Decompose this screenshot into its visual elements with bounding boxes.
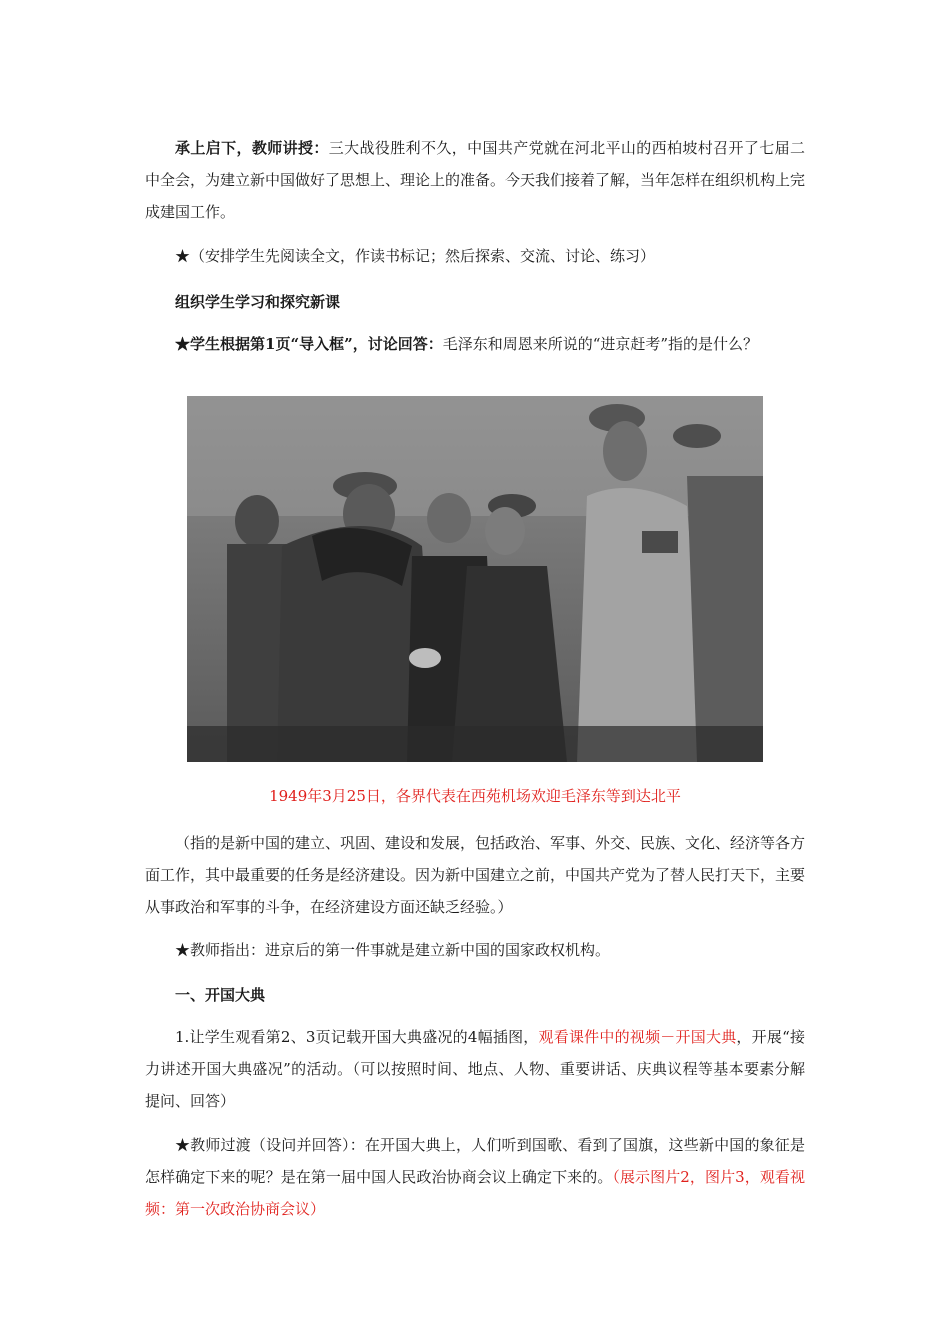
discussion-lead: ★学生根据第1页“导入框”，讨论回答： (175, 335, 443, 353)
intro-text: 三大战役胜利不久，中国共产党就在河北平山的西柏坡村召开了七届二中全会，为建立新中国做好了思想上、理论上的准备。今天我们接着了解，当年怎样在组织机构上完成建国工作。 (145, 139, 806, 221)
paragraph-instruction: ★（安排学生先阅读全文，作读书标记；然后探索、交流、讨论、练习） (175, 247, 656, 265)
paragraph-activity (145, 1021, 805, 1117)
paragraph-discussion (145, 328, 805, 360)
transition-media-note: （展示图片2，图片3，观看视频：第一次政治协商会议） (145, 1168, 805, 1218)
paragraph-teacher-point: ★教师指出：进京后的第一件事就是建立新中国的国家政权机构。 (175, 941, 611, 959)
activity-text-2: ，开展“接力讲述开国大典盛况”的活动。（可以按照时间、地点、人物、重要讲话、庆典议程等基本要素分解提问、回答） (145, 1028, 805, 1110)
discussion-text: 毛泽东和周恩来所说的“进京赶考”指的是什么？ (442, 335, 759, 353)
intro-lead: 承上启下，教师讲授： (175, 139, 329, 157)
activity-video-note: 观看课件中的视频－开国大典 (538, 1028, 737, 1046)
transition-text: ★教师过渡（设问并回答）：在开国大典上，人们听到国歌、看到了国旗，这些新中国的象征是怎样确定下来的呢？是在第一届中国人民政治协商会议上确定下来的。 (145, 1136, 805, 1186)
historical-photo (187, 396, 763, 762)
paragraph-intro (145, 132, 805, 228)
paragraph-answer: （指的是新中国的建立、巩固、建设和发展，包括政治、军事、外交、民族、文化、经济等各方面工作，其中最重要的任务是经济建设。因为新中国建立之前，中国共产党为了替人民打天下，主要从事政治和军事的斗争，在经济建设方面还缺乏经验。） (145, 834, 806, 916)
paragraph-transition (145, 1129, 805, 1225)
section-heading-ceremony: 一、开国大典 (175, 986, 266, 1004)
section-heading-study: 组织学生学习和探究新课 (175, 293, 341, 311)
photo-illustration (187, 396, 763, 762)
photo-caption: 1949年3月25日，各界代表在西苑机场欢迎毛泽东等到达北平 (269, 787, 681, 805)
activity-text-1: 1.让学生观看第2、3页记载开国大典盛况的4幅插图， (175, 1028, 539, 1046)
